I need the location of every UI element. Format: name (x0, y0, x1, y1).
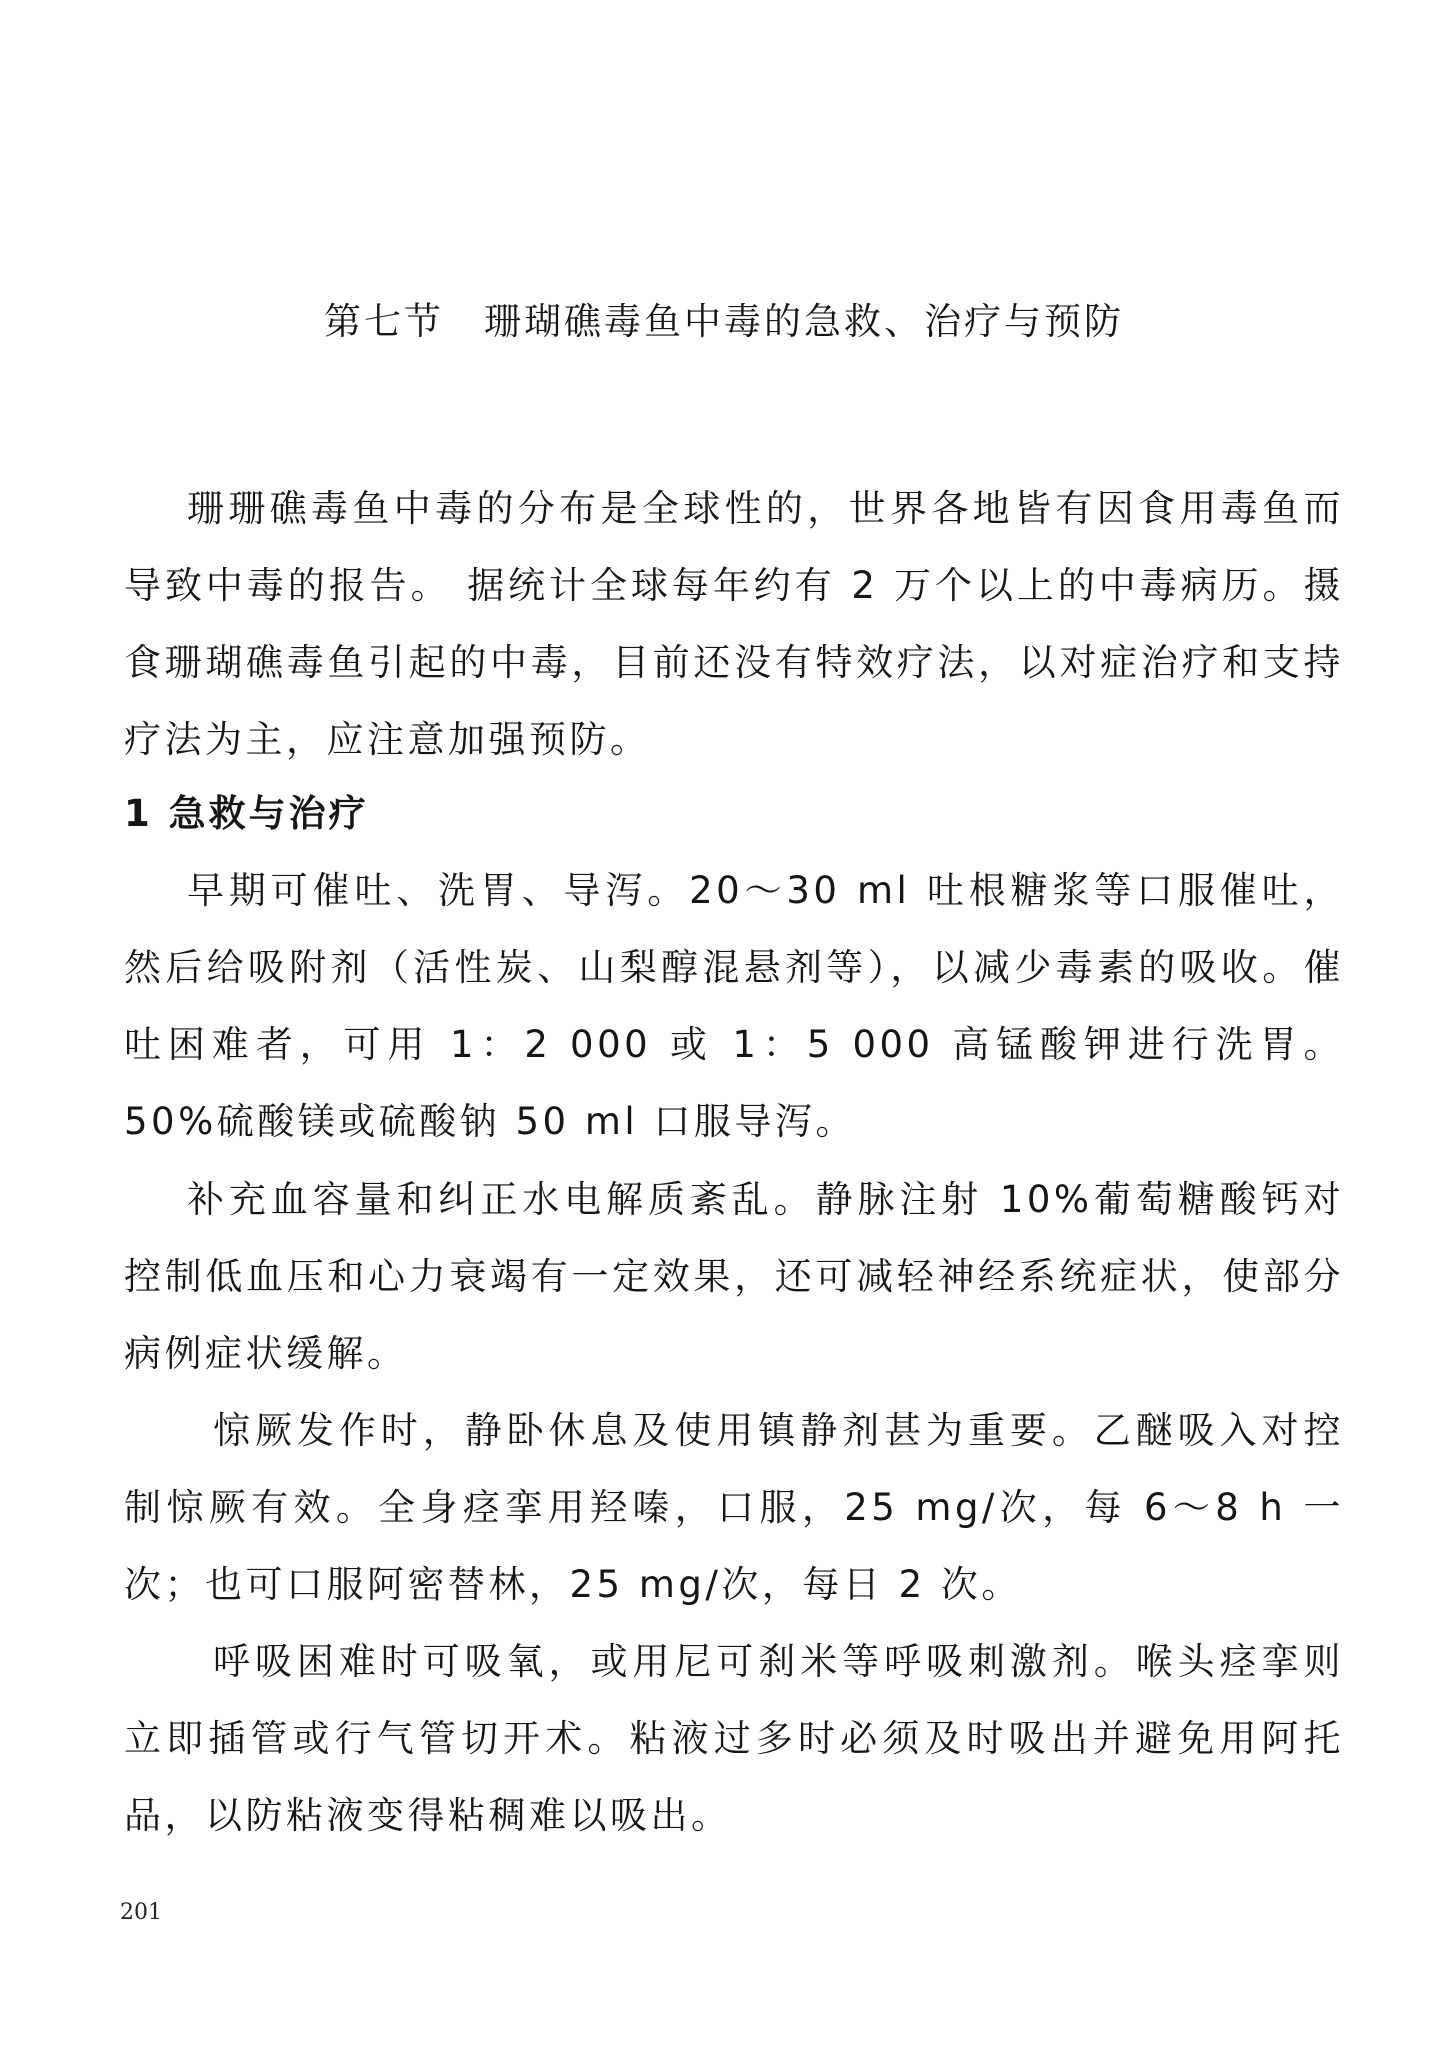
section-title: 第七节 珊瑚礁毒鱼中毒的急救、治疗与预防 (324, 300, 1124, 343)
paragraph-intro: 珊珊礁毒鱼中毒的分布是全球性的，世界各地皆有因食用毒鱼而导致中毒的报告。 据统计全球每年约有 2 万个以上的中毒病历。摄食珊瑚礁毒鱼引起的中毒，目前还没有特效疗法，以对症治疗和支持疗法为主，应注意加强预防。 (124, 487, 1344, 761)
paragraph-convulsion: 惊厥发作时，静卧休息及使用镇静剂甚为重要。乙醚吸入对控制惊厥有效。全身痉挛用羟嗪，口服，25 mg/次，每 6～8 h 一次；也可口服阿密替林，25 mg/次，每日 2 次。 (124, 1409, 1344, 1606)
heading-first-aid-treatment: 1 急救与治疗 (124, 792, 369, 835)
paragraph-fluid-therapy: 补充血容量和纠正水电解质紊乱。静脉注射 10%葡萄糖酸钙对控制低血压和心力衰竭有一定效果，还可减轻神经系统症状，使部分病例症状缓解。 (124, 1178, 1344, 1375)
page-number: 201 (120, 1900, 162, 1925)
paragraph-early-treatment: 早期可催吐、洗胃、导泻。20～30 ml 吐根糖浆等口服催吐，然后给吸附剂（活性炭、山梨醇混悬剂等），以减少毒素的吸收。催吐困难者，可用 1：2 000 或 1：5 000 高锰酸钾进行洗胃。50%硫酸镁或硫酸钠 50 ml 口服导泻。 (124, 869, 1344, 1143)
paragraph-respiratory: 呼吸困难时可吸氧，或用尼可刹米等呼吸刺激剂。喉头痉挛则立即插管或行气管切开术。粘液过多时必须及时吸出并避免用阿托品，以防粘液变得粘稠难以吸出。 (124, 1640, 1344, 1837)
